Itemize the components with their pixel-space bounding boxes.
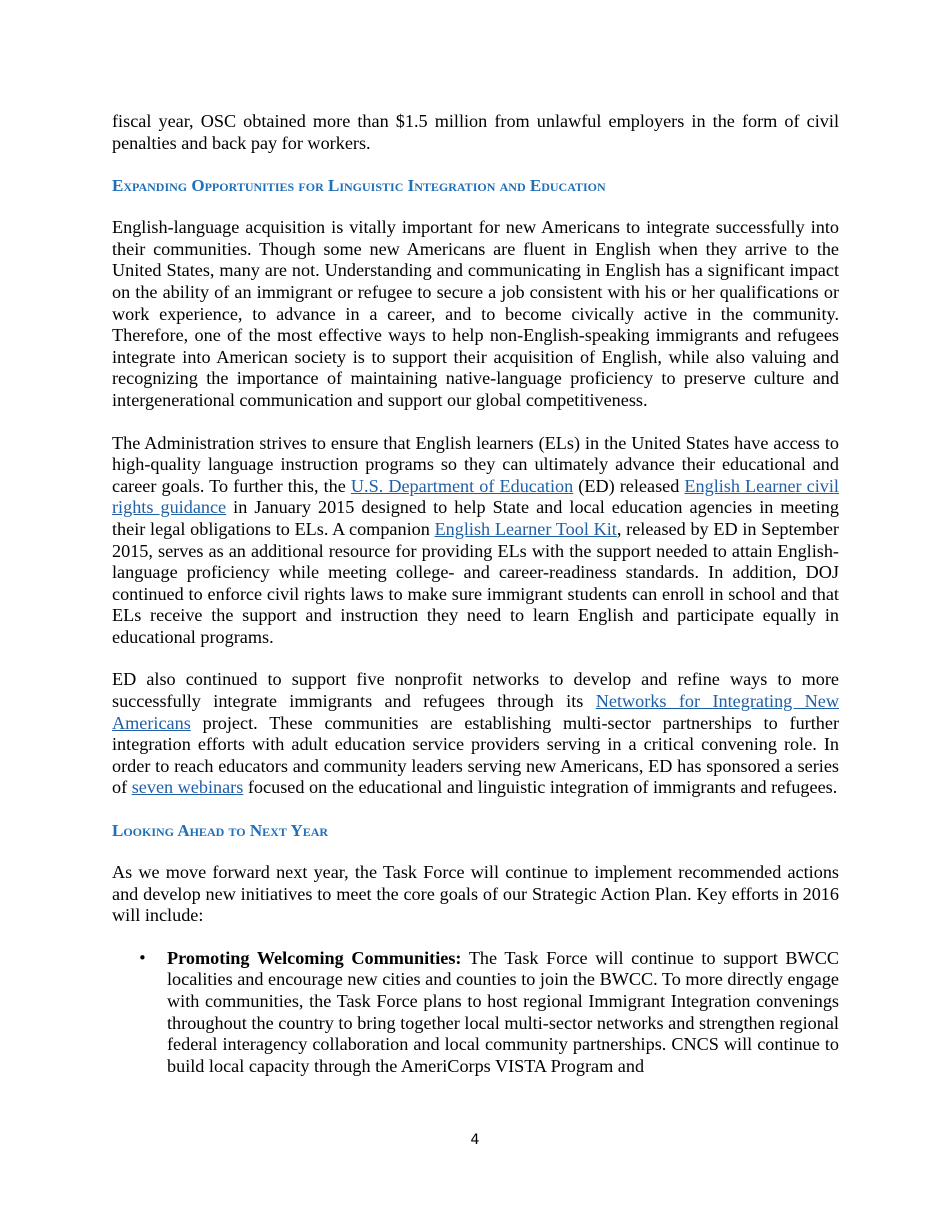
- bullet-label: Promoting Welcoming Communities:: [167, 947, 462, 968]
- page-number: 4: [470, 1132, 480, 1148]
- text-span: project. These communities are establishing multi-sector partnerships to further integration efforts with adult education service providers serving in a critical convening role. In order to reach educators and community leaders serving new Americans, ED has sponsored a series of: [112, 712, 839, 798]
- link-english-learner-tool-kit[interactable]: English Learner Tool Kit: [434, 518, 617, 539]
- section-heading-linguistic-integration: Expanding Opportunities for Linguistic Integration and Education: [112, 176, 606, 196]
- bullet-text: The Task Force will continue to support BWCC localities and encourage new cities and counties to join the BWCC. To more directly engage with communities, the Task Force plans to host regional Immigrant Integration convenings throughout the country to bring together local multi-sector networks and strengthen regional federal interagency collaboration and local community partnerships. CNCS will continue to build local capacity through the AmeriCorps VISTA Program and: [167, 947, 839, 1076]
- key-efforts-list: [112, 948, 839, 1078]
- text-span: , released by ED in September 2015, serves as an additional resource for providing ELs with the support needed to attain English-language proficiency while meeting college- and career-readiness standards. In addition, DOJ continued to enforce civil rights laws to make sure immigrant students can enroll in school and that ELs receive the support and instruction they need to learn English and participate equally in educational programs.: [112, 518, 839, 647]
- paragraph-fiscal-year: fiscal year, OSC obtained more than $1.5 million from unlawful employers in the form of civil penalties and back pay for workers.: [112, 111, 839, 153]
- text-span: ED also continued to support five nonprofit networks to develop and refine ways to more successfully integrate immigrants and refugees through its: [112, 669, 839, 712]
- text-span: The Administration strives to ensure that English learners (ELs) in the United States have access to high-quality language instruction programs so they can ultimately advance their educational and career goals. To further this, the: [112, 432, 839, 496]
- paragraph-english-acquisition: English-language acquisition is vitally important for new Americans to integrate successfully into their communities. Though some new Americans are fluent in English when they arrive to the United States, many are not. Understanding and communicating in English has a significant impact on the ability of an immigrant or refugee to secure a job consistent with his or her qualifications or work experience, to advance in a career, and to become civically active in the community. Therefore, one of the most effective ways to help non-English-speaking immigrants and refugees integrate into American society is to support their acquisition of English, while also valuing and recognizing the importance of maintaining native-language proficiency to preserve culture and intergenerational communication and support our global competitiveness.: [112, 217, 839, 410]
- paragraph-moving-forward: As we move forward next year, the Task Force will continue to implement recommended actions and develop new initiatives to meet the core goals of our Strategic Action Plan. Key efforts in 2016 will include:: [112, 862, 839, 926]
- text-span: focused on the educational and linguistic integration of immigrants and refugees.: [243, 777, 838, 798]
- paragraph-nonprofit-networks: [112, 669, 839, 799]
- section-heading-looking-ahead: Looking Ahead to Next Year: [112, 821, 329, 841]
- document-body: [112, 111, 839, 1077]
- link-english-learner-civil-rights-guidance[interactable]: English Learner civil rights guidance: [112, 475, 839, 518]
- text-span: in January 2015 designed to help State and local education agencies in meeting their legal obligations to ELs. A companion: [112, 497, 839, 539]
- list-item: [112, 948, 839, 1078]
- bullet-icon: •: [138, 948, 147, 967]
- paragraph-english-learners: [112, 433, 839, 649]
- text-span: (ED) released: [573, 475, 685, 496]
- link-seven-webinars[interactable]: seven webinars: [131, 777, 244, 798]
- link-networks-for-integrating-new-americans[interactable]: Networks for Integrating New Americans: [112, 691, 839, 733]
- link-us-department-of-education[interactable]: U.S. Department of Education: [350, 475, 574, 496]
